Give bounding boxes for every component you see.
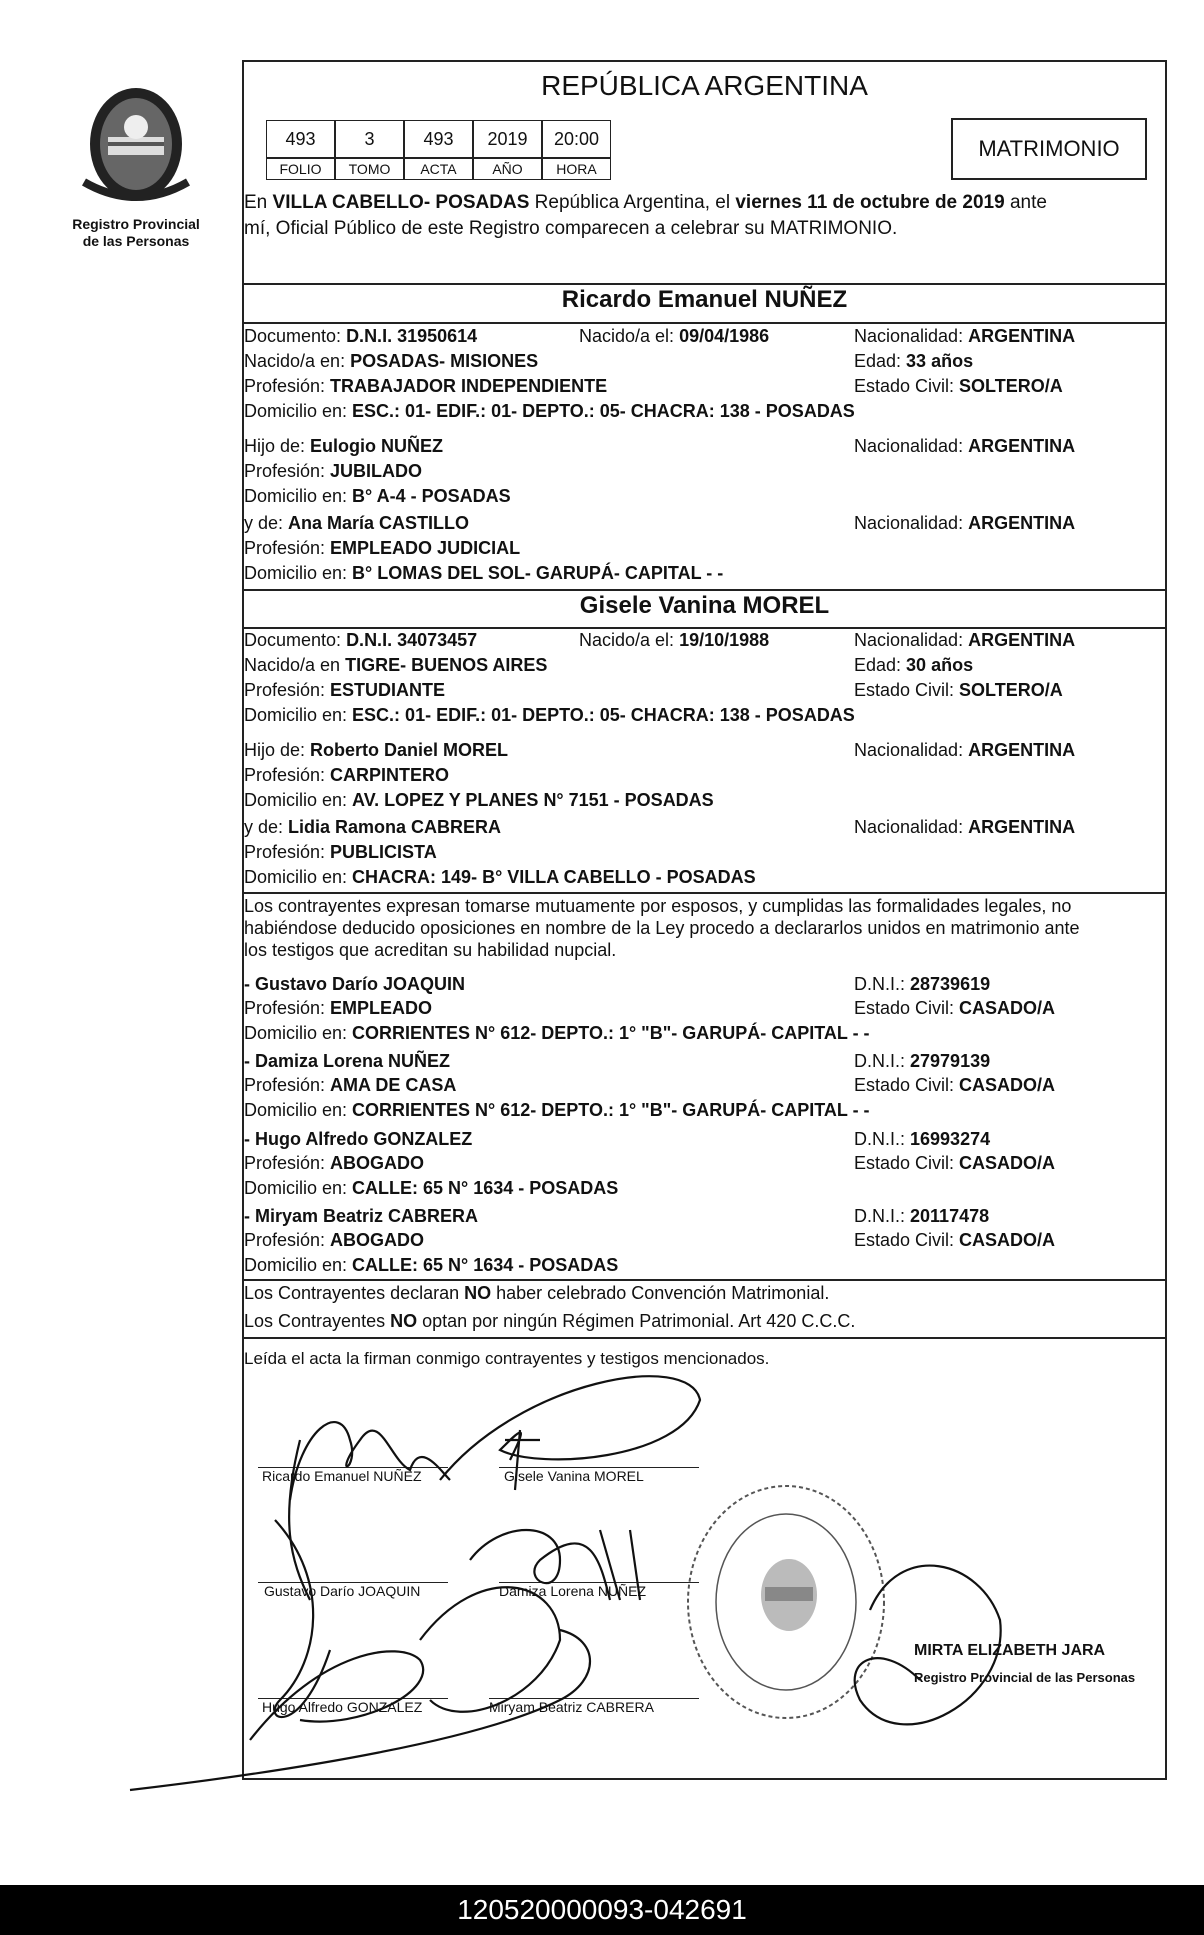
groom-father-nationality: Nacionalidad: ARGENTINA: [854, 436, 1076, 456]
witness-3-dni: D.N.I.: 16993274: [854, 1129, 991, 1149]
tomo-value: 3: [335, 120, 404, 158]
witness-4-profession: Profesión: ABOGADO: [244, 1230, 425, 1250]
intro-line-2: mí, Oficial Público de este Registro comparecen a celebrar su MATRIMONIO.: [244, 218, 898, 239]
signature-caption-witness-1: Gustavo Darío JOAQUIN: [264, 1583, 421, 1599]
folio-value: 493: [266, 120, 335, 158]
signature-caption-witness-4: Miryam Beatriz CABRERA: [489, 1699, 654, 1715]
groom-birth-date: Nacido/a el: 09/04/1986: [579, 326, 770, 346]
witness-1-profession: Profesión: EMPLEADO: [244, 998, 433, 1018]
bride-mother-address: Domicilio en: CHACRA: 149- B° VILLA CABELLO - POSADAS: [244, 867, 756, 887]
witness-4-civil: Estado Civil: CASADO/A: [854, 1230, 1056, 1250]
document-title: REPÚBLICA ARGENTINA: [541, 70, 868, 101]
signature-caption-witness-3: Hugo Alfredo GONZALEZ: [262, 1699, 423, 1715]
certificate-type-box: MATRIMONIO: [951, 118, 1147, 180]
bride-age: Edad: 30 años: [854, 655, 974, 675]
bride-father-nationality: Nacionalidad: ARGENTINA: [854, 740, 1076, 760]
witness-3-address: Domicilio en: CALLE: 65 N° 1634 - POSADAS: [244, 1178, 619, 1198]
hour-label: HORA: [542, 158, 611, 180]
tomo-label: TOMO: [335, 158, 404, 180]
acta-label: ACTA: [404, 158, 473, 180]
bride-birth-date: Nacido/a el: 19/10/1988: [579, 630, 770, 650]
witness-4-address: Domicilio en: CALLE: 65 N° 1634 - POSADAS: [244, 1255, 619, 1275]
signature-caption-groom: Ricardo Emanuel NUÑEZ: [262, 1468, 422, 1484]
groom-document: Documento: D.N.I. 31950614: [244, 326, 478, 346]
official-title: Registro Provincial de las Personas: [914, 1670, 1136, 1685]
hour-value: 20:00: [542, 120, 611, 158]
groom-age: Edad: 33 años: [854, 351, 974, 371]
bride-address: Domicilio en: ESC.: 01- EDIF.: 01- DEPTO.: 05- CHACRA: 138 - POSADAS: [244, 705, 855, 725]
marriage-date: viernes 11 de octubre de 2019: [735, 192, 1005, 213]
groom-father-profession: Profesión: JUBILADO: [244, 461, 423, 481]
bride-name: Gisele Vanina MOREL: [579, 592, 830, 619]
bride-father-address: Domicilio en: AV. LOPEZ Y PLANES N° 7151 - POSADAS: [244, 790, 714, 810]
groom-profession: Profesión: TRABAJADOR INDEPENDIENTE: [244, 376, 608, 396]
footer-bar: [0, 1885, 1204, 1935]
groom-birthplace: Nacido/a en: POSADAS- MISIONES: [244, 351, 539, 371]
groom-mother: y de: Ana María CASTILLO: [244, 513, 470, 533]
logo-caption-line2: de las Personas: [82, 233, 190, 249]
groom-mother-profession: Profesión: EMPLEADO JUDICIAL: [244, 538, 521, 558]
witness-1-address: Domicilio en: CORRIENTES N° 612- DEPTO.: 1° "B"- GARUPÁ- CAPITAL - -: [244, 1023, 870, 1043]
declaration-line-2: habiéndose deducido oposiciones en nombre de la Ley procedo a declararlos unidos en matrimonio ante: [244, 918, 1080, 938]
groom-mother-address: Domicilio en: B° LOMAS DEL SOL- GARUPÁ- CAPITAL - -: [244, 563, 724, 583]
year-label: AÑO: [473, 158, 542, 180]
folio-label: FOLIO: [266, 158, 335, 180]
witness-3-name: - Hugo Alfredo GONZALEZ: [244, 1129, 473, 1149]
witness-2-dni: D.N.I.: 27979139: [854, 1051, 991, 1071]
acta-value: 493: [404, 120, 473, 158]
groom-father-address: Domicilio en: B° A-4 - POSADAS: [244, 486, 511, 506]
bride-father: Hijo de: Roberto Daniel MOREL: [244, 740, 509, 760]
witness-2-civil: Estado Civil: CASADO/A: [854, 1075, 1056, 1095]
witness-1-name: - Gustavo Darío JOAQUIN: [244, 974, 466, 994]
bride-nationality: Nacionalidad: ARGENTINA: [854, 630, 1076, 650]
signature-caption-bride: Gisele Vanina MOREL: [504, 1468, 644, 1484]
witness-3-profession: Profesión: ABOGADO: [244, 1153, 425, 1173]
witness-4-name: - Miryam Beatriz CABRERA: [244, 1206, 479, 1226]
witness-2-name: - Damiza Lorena NUÑEZ: [244, 1051, 451, 1071]
witness-2-address: Domicilio en: CORRIENTES N° 612- DEPTO.: 1° "B"- GARUPÁ- CAPITAL - -: [244, 1100, 870, 1120]
witness-3-civil: Estado Civil: CASADO/A: [854, 1153, 1056, 1173]
groom-address: Domicilio en: ESC.: 01- EDIF.: 01- DEPTO.: 05- CHACRA: 138 - POSADAS: [244, 401, 855, 421]
bride-document: Documento: D.N.I. 34073457: [244, 630, 478, 650]
intro-line-1: En VILLA CABELLO- POSADAS República Argentina, el viernes 11 de octubre de 2019 ante: [244, 192, 1047, 213]
witness-1-dni: D.N.I.: 28739619: [854, 974, 991, 994]
groom-civil-status: Estado Civil: SOLTERO/A: [854, 376, 1063, 396]
bride-mother-profession: Profesión: PUBLICISTA: [244, 842, 437, 862]
bride-father-profession: Profesión: CARPINTERO: [244, 765, 450, 785]
bride-mother-nationality: Nacionalidad: ARGENTINA: [854, 817, 1076, 837]
witness-1-civil: Estado Civil: CASADO/A: [854, 998, 1056, 1018]
groom-name: Ricardo Emanuel NUÑEZ: [561, 286, 848, 313]
bride-profession: Profesión: ESTUDIANTE: [244, 680, 446, 700]
declaration-line-3: los testigos que acreditan su habilidad nupcial.: [244, 940, 617, 960]
groom-mother-nationality: Nacionalidad: ARGENTINA: [854, 513, 1076, 533]
barcode-number: 120520000093-042691: [457, 1894, 747, 1925]
groom-father: Hijo de: Eulogio NUÑEZ: [244, 436, 444, 456]
groom-nationality: Nacionalidad: ARGENTINA: [854, 326, 1076, 346]
regime-line-2: Los Contrayentes NO optan por ningún Régimen Patrimonial. Art 420 C.C.C.: [244, 1311, 856, 1331]
declaration-line-1: Los contrayentes expresan tomarse mutuamente por esposos, y cumplidas las formalidades legales, no: [244, 896, 1072, 916]
year-value: 2019: [473, 120, 542, 158]
regime-line-1: Los Contrayentes declaran NO haber celebrado Convención Matrimonial.: [244, 1283, 830, 1303]
logo-caption-line1: Registro Provincial: [72, 216, 200, 232]
closing-statement: Leída el acta la firman conmigo contrayentes y testigos mencionados.: [244, 1349, 770, 1368]
bride-birthplace: Nacido/a en TIGRE- BUENOS AIRES: [244, 655, 548, 675]
witness-2-profession: Profesión: AMA DE CASA: [244, 1075, 457, 1095]
marriage-place: VILLA CABELLO- POSADAS: [272, 192, 530, 213]
witness-4-dni: D.N.I.: 20117478: [854, 1206, 990, 1226]
bride-mother: y de: Lidia Ramona CABRERA: [244, 817, 502, 837]
official-name: MIRTA ELIZABETH JARA: [914, 1642, 1106, 1659]
signature-caption-witness-2: Damiza Lorena NUÑEZ: [499, 1583, 647, 1599]
bride-civil-status: Estado Civil: SOLTERO/A: [854, 680, 1063, 700]
